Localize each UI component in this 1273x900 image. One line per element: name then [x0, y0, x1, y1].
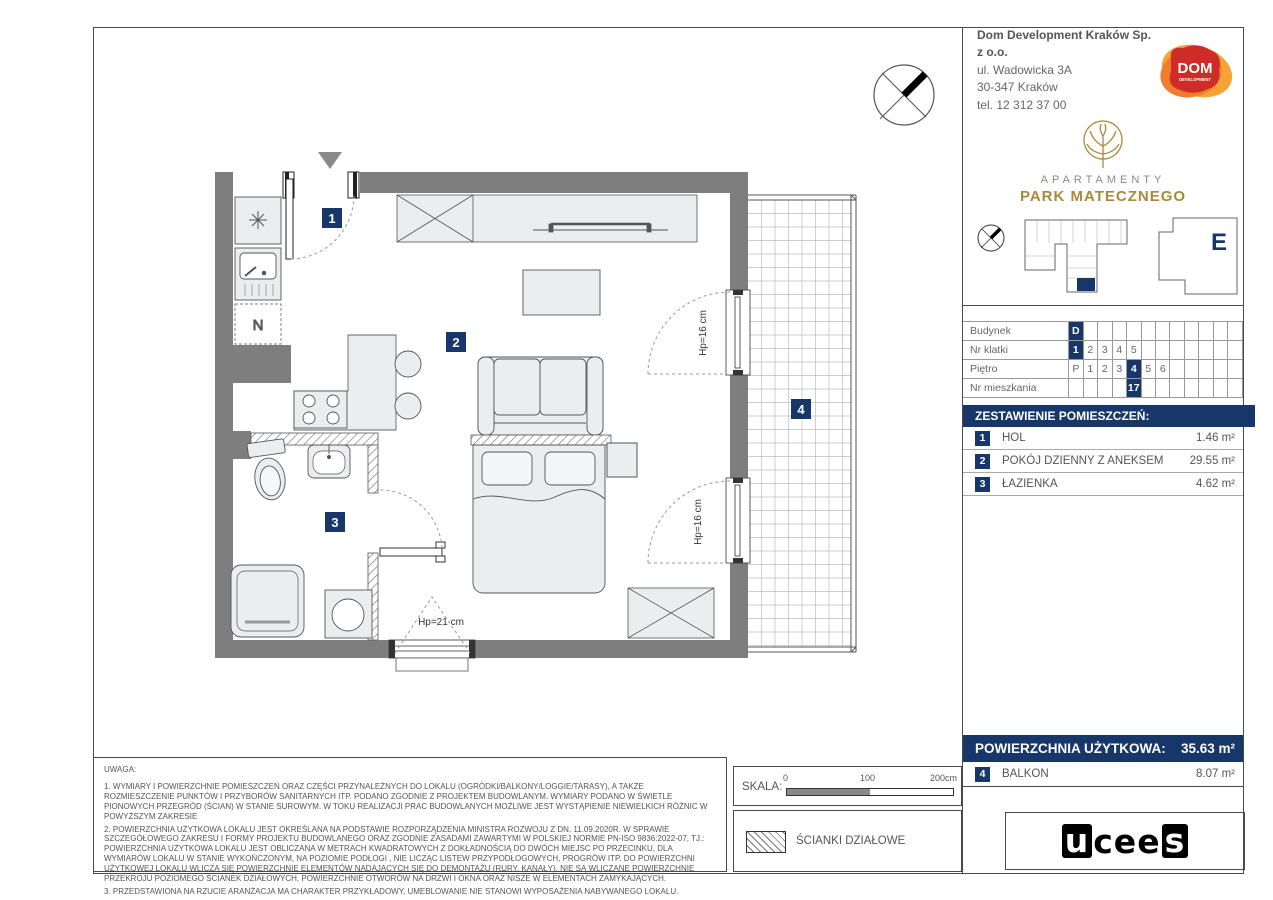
unit-table-cell	[1156, 341, 1170, 359]
scale-box	[733, 766, 962, 806]
balcony-door-lower	[648, 478, 750, 563]
unit-table-cell	[1214, 360, 1228, 378]
stove-icon	[294, 391, 347, 428]
unit-table-cell	[1199, 379, 1213, 397]
unit-table-cell	[1185, 360, 1199, 378]
unit-table-cell	[1170, 379, 1184, 397]
scale-label: SKALA:	[742, 781, 783, 793]
building-e-outline	[1159, 218, 1237, 294]
balcony-door-upper	[648, 290, 750, 375]
unit-table-cell	[1214, 341, 1228, 359]
unit-table-cell	[1199, 322, 1213, 340]
tree-logo-icon	[1074, 118, 1132, 170]
usable-area-value: 35.63 m²	[1180, 741, 1235, 756]
unit-highlight	[1077, 278, 1095, 291]
unit-table-cell: P	[1069, 360, 1083, 378]
building-letter: E	[1210, 229, 1228, 256]
room-name: POKÓJ DZIENNY Z ANEKSEM	[1002, 455, 1164, 467]
unit-table-cell	[1185, 379, 1199, 397]
scale-tick-100: 100	[860, 773, 876, 783]
note-item: 2. POWIERZCHNIA UŻYTKOWA LOKALU JEST OKREŚLANA NA PODSTAWIE ROZPORZĄDZENIA MINISTRA ROZWOJU Z DN. 11.09.2020R. W SPRAWIE SZCZEGÓŁOWEGO ZAKRESU I FORMY PROJEKTU BUDOWLANEGO ORAZ ZGODNIE ZASADAMI ZAWARTYMI W POLSKIEJ NORMIE PN-ISO 9836:2022-07, TJ.: POWIERZCHNIA UŻYTKOWA LOKALU JEST OBLICZANA W METRACH KWADRATOWYCH Z DOKŁADNOŚCIĄ DO DWÓCH MIEJSC PO PRZECINKU, DLA WYMIARÓW LOKALU W STANIE WYKOŃCZONYM, NA POZIOMIE PODŁOGI , NIE LICZĄC LISTEW PRZYPODŁOGOWYCH, PROGRÓW ITP. DO POWIERZCHNI UŻYTKOWEJ LOKALU WLICZA SIĘ POWIERZCHNIE ELEMENTÓW NADAJĄCYCH SIĘ DO DEMONTAŻU (RURY, KANAŁY), NIE SĄ WLICZANE POWIERZCHNIE PRZEKROJU POZIOMEGO ŚCIANEK DZIAŁOWYCH, POWIERZCHNIE OTWORÓW NA DRZWI I OKNA ORAZ NISZE W ELEMENTACH ZAMYKAJĄCYCH.	[104, 824, 705, 884]
unit-table-cell	[1156, 322, 1170, 340]
room-label-balcony: 4	[797, 402, 805, 417]
bathroom-fixtures	[231, 439, 372, 638]
wardrobe-top	[397, 195, 697, 242]
unit-table-cell	[1069, 379, 1083, 397]
notes-title: UWAGA:	[104, 765, 137, 774]
developer-name: Dom Development Kraków Sp. z o.o.	[977, 28, 1152, 60]
partition-legend-label: ŚCIANKI DZIAŁOWE	[796, 835, 906, 847]
unit-table-cell	[1084, 322, 1098, 340]
dom-development-logo	[1157, 39, 1235, 103]
floor-plan	[93, 27, 962, 755]
balcony-row	[963, 762, 1243, 787]
developer-phone: tel. 12 312 37 00	[977, 97, 1067, 112]
ucees-logo-box	[1005, 812, 1245, 870]
unit-table-cell	[1170, 341, 1184, 359]
room-row	[963, 427, 1243, 450]
site-north-arrow-icon	[978, 225, 1004, 251]
bed	[473, 445, 605, 593]
balcony-badge: 4	[975, 767, 990, 782]
unit-table-cell	[1142, 379, 1156, 397]
room-number-badge: 1	[975, 431, 990, 446]
unit-table-cell: 5	[1127, 341, 1141, 359]
scale-bar	[786, 788, 954, 796]
notes-list	[104, 782, 716, 897]
hp-annotation: Hp=16 cm	[693, 499, 704, 545]
toilet-icon	[247, 439, 292, 503]
brand-line2: PARK MATECZNEGO	[1019, 188, 1187, 205]
room-name: ŁAZIENKA	[1002, 478, 1058, 490]
bedside-table	[607, 443, 637, 477]
unit-table-cell	[1084, 379, 1098, 397]
unit-table-cell: 6	[1156, 360, 1170, 378]
unit-table-row	[963, 379, 1243, 398]
svg-text:DOM: DOM	[1177, 59, 1213, 77]
room-label-living: 2	[452, 335, 460, 350]
room-number-badge: 2	[975, 454, 990, 469]
scale-tick-0: 0	[783, 773, 789, 783]
ucees-u: u	[1062, 824, 1093, 859]
unit-table-row-label: Nr klatki	[963, 341, 1069, 359]
rooms-list	[963, 427, 1243, 496]
scale-tick-200: 200cm	[930, 773, 958, 783]
rooms-header: ZESTAWIENIE POMIESZCZEŃ:	[963, 405, 1255, 427]
ucees-logo	[1061, 822, 1189, 861]
unit-table-cell	[1228, 379, 1242, 397]
unit-table-cell: 4	[1113, 341, 1127, 359]
unit-table-cell: 3	[1098, 341, 1112, 359]
unit-table-row-label: Nr mieszkania	[963, 379, 1069, 397]
notes	[93, 757, 727, 896]
room-label-bath: 3	[331, 515, 339, 530]
unit-table-cell: D	[1069, 322, 1083, 340]
balcony-area: 8.07 m²	[1196, 768, 1235, 780]
unit-table-cell	[1199, 341, 1213, 359]
unit-table-cell	[1228, 360, 1242, 378]
site-plan	[963, 210, 1243, 306]
ucees-cee: cee	[1093, 821, 1161, 861]
unit-table-cell: 1	[1069, 341, 1083, 359]
ucees-s: s	[1162, 824, 1189, 859]
coffee-table	[523, 270, 600, 315]
washing-machine-icon	[325, 590, 372, 638]
washbasin-icon	[308, 445, 350, 478]
balcony	[748, 195, 856, 652]
unit-table-cell	[1127, 322, 1141, 340]
unit-table-cell	[1142, 322, 1156, 340]
unit-table-row	[963, 360, 1243, 379]
project-brand	[963, 113, 1243, 211]
unit-table-row	[963, 341, 1243, 360]
unit-location-table	[963, 321, 1243, 398]
sofa	[478, 357, 603, 435]
unit-table-cell	[1156, 379, 1170, 397]
room-area: 29.55 m²	[1189, 455, 1235, 467]
legend-box	[733, 810, 962, 872]
note-item: 1. WYMIARY I POWIERZCHNIE POMIESZCZEŃ ORAZ CZĘŚCI PRZYNALEŻNYCH DO LOKALU (OGRÓDKI/BALKONY/LOGGIE/TARASY), A TAKŻE ROZMIESZCZENIE PUNKTÓW I PRZYBORÓW SANITARNYCH ITP. PODANO ZGODNIE Z PROJEKTEM BUDOWLANYM. WYMIARY PODANO W ŚWIETLE PIONOWYCH PRZEGRÓD (ŚCIAN) W STANIE SUROWYM. W TOKU REALIZACJI PRAC BUDOWLANYCH MOŻLIWE JEST WYSTĄPIENIE NIEWIELKICH RÓŻNIC W POWYŻSZYM ZAKRESIE	[104, 781, 708, 821]
bed-headboard	[471, 435, 611, 445]
entrance-arrow-icon	[318, 152, 342, 169]
unit-table-cell	[1098, 379, 1112, 397]
unit-table-cell: 3	[1113, 360, 1127, 378]
usable-area-label: POWIERZCHNIA UŻYTKOWA:	[975, 741, 1166, 756]
partition-hatch-swatch	[746, 831, 786, 853]
room-name: HOL	[1002, 432, 1026, 444]
unit-table-cell: 2	[1084, 341, 1098, 359]
unit-table-cell	[1098, 322, 1112, 340]
bathroom-door	[380, 490, 445, 562]
balcony-name: BALKON	[1002, 768, 1049, 780]
svg-text:N: N	[252, 317, 264, 334]
unit-table-cell: 2	[1098, 360, 1112, 378]
brand-line1: APARTAMENTY	[1040, 174, 1166, 186]
kitchen-fixtures	[235, 197, 421, 430]
unit-table-cell	[1185, 322, 1199, 340]
chair-icon	[395, 351, 421, 377]
svg-text:DEVELOPMENT: DEVELOPMENT	[1179, 76, 1211, 82]
unit-table-cell	[1214, 379, 1228, 397]
unit-table-cell	[1113, 379, 1127, 397]
unit-table-cell: 4	[1127, 360, 1141, 378]
wardrobe-bottom	[628, 588, 714, 638]
developer-address2: 30-347 Kraków	[977, 80, 1058, 95]
unit-table-cell	[1199, 360, 1213, 378]
unit-table-row-label: Budynek	[963, 322, 1069, 340]
unit-table-cell	[1170, 322, 1184, 340]
building-footprint	[1025, 220, 1127, 292]
room-number-badge: 3	[975, 477, 990, 492]
unit-table-row	[963, 322, 1243, 341]
north-arrow-icon	[874, 65, 934, 125]
unit-table-cell: 1	[1084, 360, 1098, 378]
entrance-door	[283, 172, 359, 259]
unit-table-row-label: Piętro	[963, 360, 1069, 378]
room-row	[963, 450, 1243, 473]
unit-table-cell	[1142, 341, 1156, 359]
unit-table-cell: 17	[1127, 379, 1141, 397]
note-item: 3. PRZEDSTAWIONA NA RZUCIE ARANŻACJA MA CHARAKTER PRZYKŁADOWY, UMEBLOWANIE NIE STANOWI WYPOSAŻENIA NABYWANEGO LOKALU.	[104, 886, 679, 896]
shower-icon	[231, 565, 304, 637]
unit-table-cell	[1113, 322, 1127, 340]
developer-address1: ul. Wadowicka 3A	[977, 62, 1072, 77]
chair-icon	[395, 393, 421, 419]
room-area: 4.62 m²	[1196, 478, 1235, 490]
unit-table-cell	[1185, 341, 1199, 359]
room-area: 1.46 m²	[1196, 432, 1235, 444]
room-label-hall: 1	[328, 211, 336, 226]
hp-annotation: Hp=21 cm	[418, 617, 464, 628]
unit-table-cell	[1228, 341, 1242, 359]
usable-area-bar	[963, 735, 1243, 762]
unit-table-cell	[1228, 322, 1242, 340]
unit-table-cell: 5	[1142, 360, 1156, 378]
hp-annotation: Hp=16 cm	[698, 310, 709, 356]
developer-header	[963, 28, 1243, 114]
unit-table-cell	[1214, 322, 1228, 340]
unit-table-cell	[1170, 360, 1184, 378]
window-bottom	[389, 597, 475, 671]
room-row	[963, 473, 1243, 496]
